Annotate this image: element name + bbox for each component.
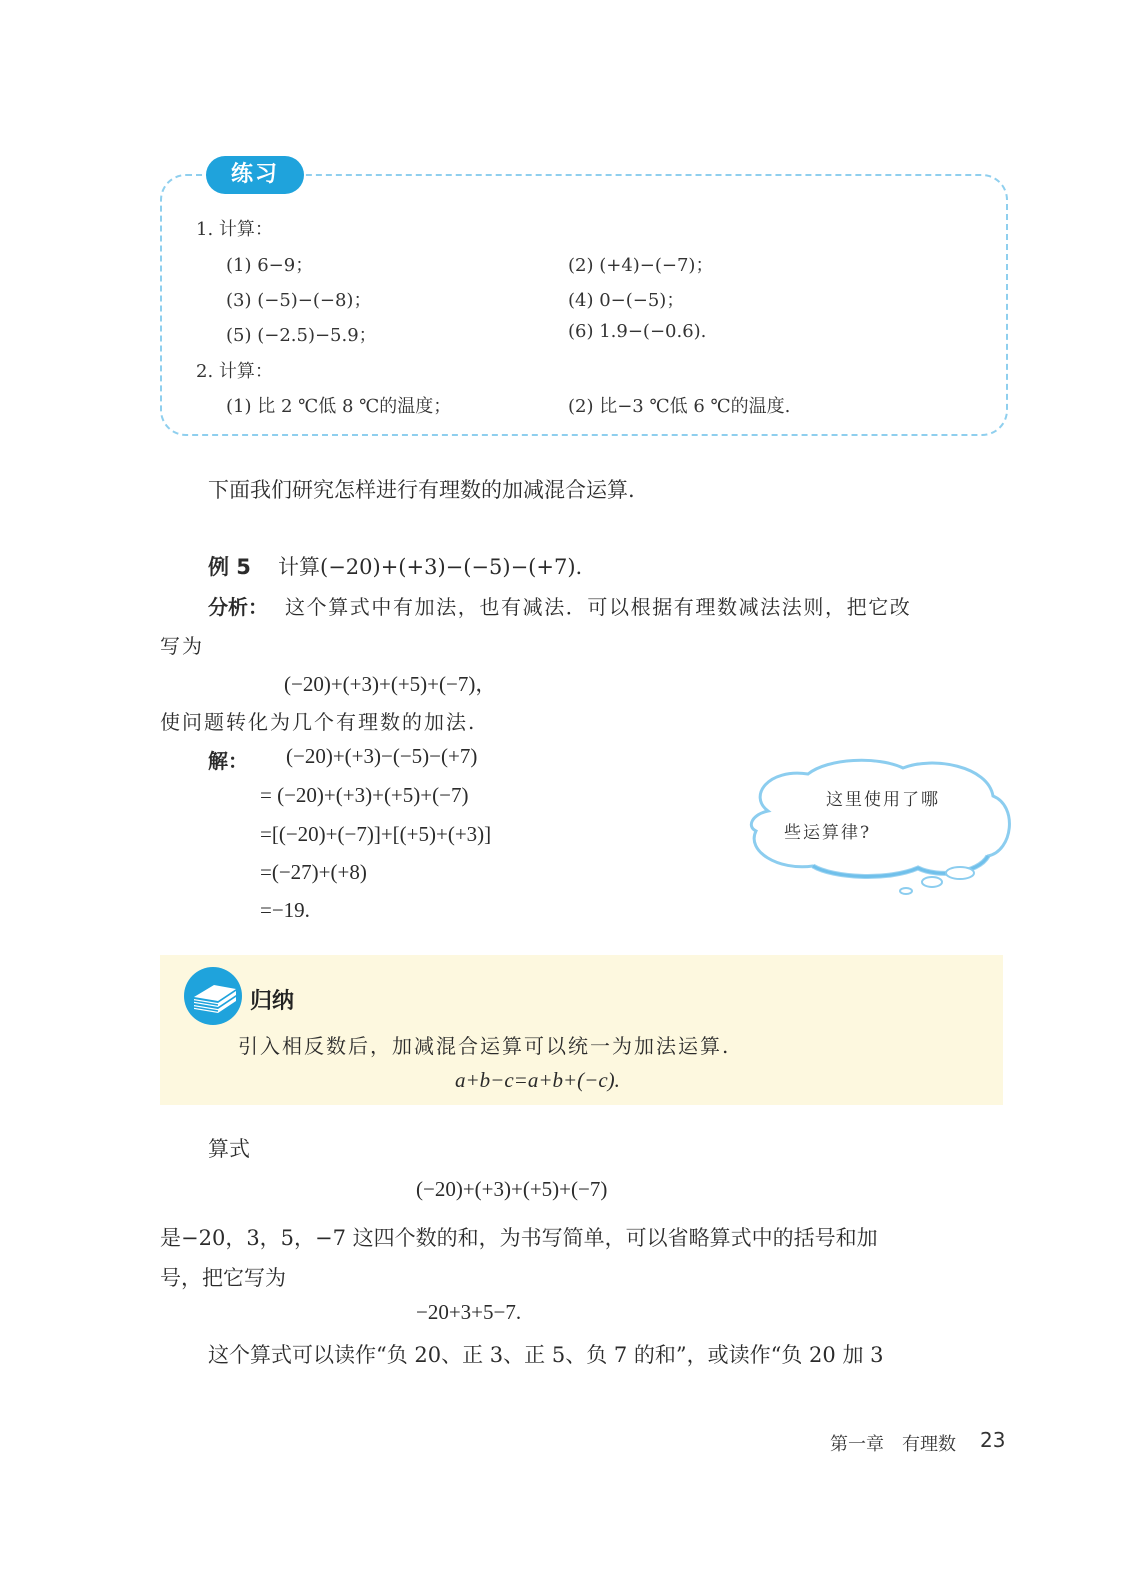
- practice-q1-item: (6) 1.9−(−0.6).: [568, 321, 707, 342]
- solution-step: =[(−20)+(−7)]+[(+5)+(+3)]: [260, 822, 492, 846]
- body-text: 号，把它写为: [160, 1266, 286, 1290]
- analysis-label: 分析：: [208, 595, 268, 619]
- summary-formula: a+b−c=a+b+(−c).: [455, 1068, 620, 1092]
- practice-q1-item: (5) (−2.5)−5.9；: [226, 325, 377, 346]
- analysis-text: 这个算式中有加法，也有减法．可以根据有理数减法法则，把它改: [285, 595, 912, 619]
- practice-q1-item: (2) (+4)−(−7)；: [568, 255, 714, 276]
- analysis-text: 使问题转化为几个有理数的加法.: [160, 710, 477, 734]
- rewritten-expression: (−20)+(+3)+(+5)+(−7)，: [284, 672, 497, 696]
- practice-q1-label: 1. 计算：: [196, 219, 273, 240]
- body-expression: (−20)+(+3)+(+5)+(−7): [416, 1177, 608, 1201]
- summary-text: 引入相反数后，加减混合运算可以统一为加法运算.: [238, 1034, 731, 1058]
- example-problem: 计算(−20)+(+3)−(−5)−(+7).: [278, 555, 583, 579]
- solution-label: 解：: [208, 749, 248, 773]
- body-text: 这个算式可以读作“负 20、正 3、正 5、负 7 的和”，或读作“负 20 加 3: [208, 1343, 884, 1367]
- solution-step: = (−20)+(+3)+(+5)+(−7): [260, 783, 469, 807]
- solution-step: =(−27)+(+8): [260, 860, 367, 884]
- body-text: 算式: [208, 1137, 250, 1161]
- body-expression: −20+3+5−7.: [416, 1300, 522, 1324]
- page-number: 23: [980, 1428, 1006, 1452]
- practice-q1-item: (1) 6−9；: [226, 255, 314, 276]
- thought-bubble-text: 这里使用了哪: [826, 790, 940, 810]
- footer-chapter: 第一章: [830, 1434, 884, 1455]
- solution-step: =−19.: [260, 898, 310, 922]
- practice-q2-label: 2. 计算：: [196, 361, 273, 382]
- practice-q1-item: (4) 0−(−5)；: [568, 290, 685, 311]
- intro-text: 下面我们研究怎样进行有理数的加减混合运算.: [208, 478, 635, 502]
- footer-chapter-title: 有理数: [902, 1434, 956, 1455]
- book-stack-icon: [184, 967, 242, 1025]
- practice-q2-item: (2) 比−3 ℃低 6 ℃的温度.: [568, 396, 791, 417]
- thought-bubble-icon: [738, 756, 1018, 901]
- thought-bubble-text: 些运算律?: [784, 823, 872, 843]
- example-label: 例 5: [208, 555, 251, 579]
- body-text: 是−20，3，5，−7 这四个数的和，为书写简单，可以省略算式中的括号和加: [160, 1226, 878, 1250]
- summary-title: 归纳: [250, 989, 295, 1014]
- solution-step: (−20)+(+3)−(−5)−(+7): [286, 744, 478, 768]
- practice-tab: 练习: [206, 156, 304, 194]
- practice-q1-item: (3) (−5)−(−8)；: [226, 290, 372, 311]
- practice-q2-item: (1) 比 2 ℃低 8 ℃的温度；: [226, 396, 452, 417]
- analysis-text: 写为: [160, 634, 204, 658]
